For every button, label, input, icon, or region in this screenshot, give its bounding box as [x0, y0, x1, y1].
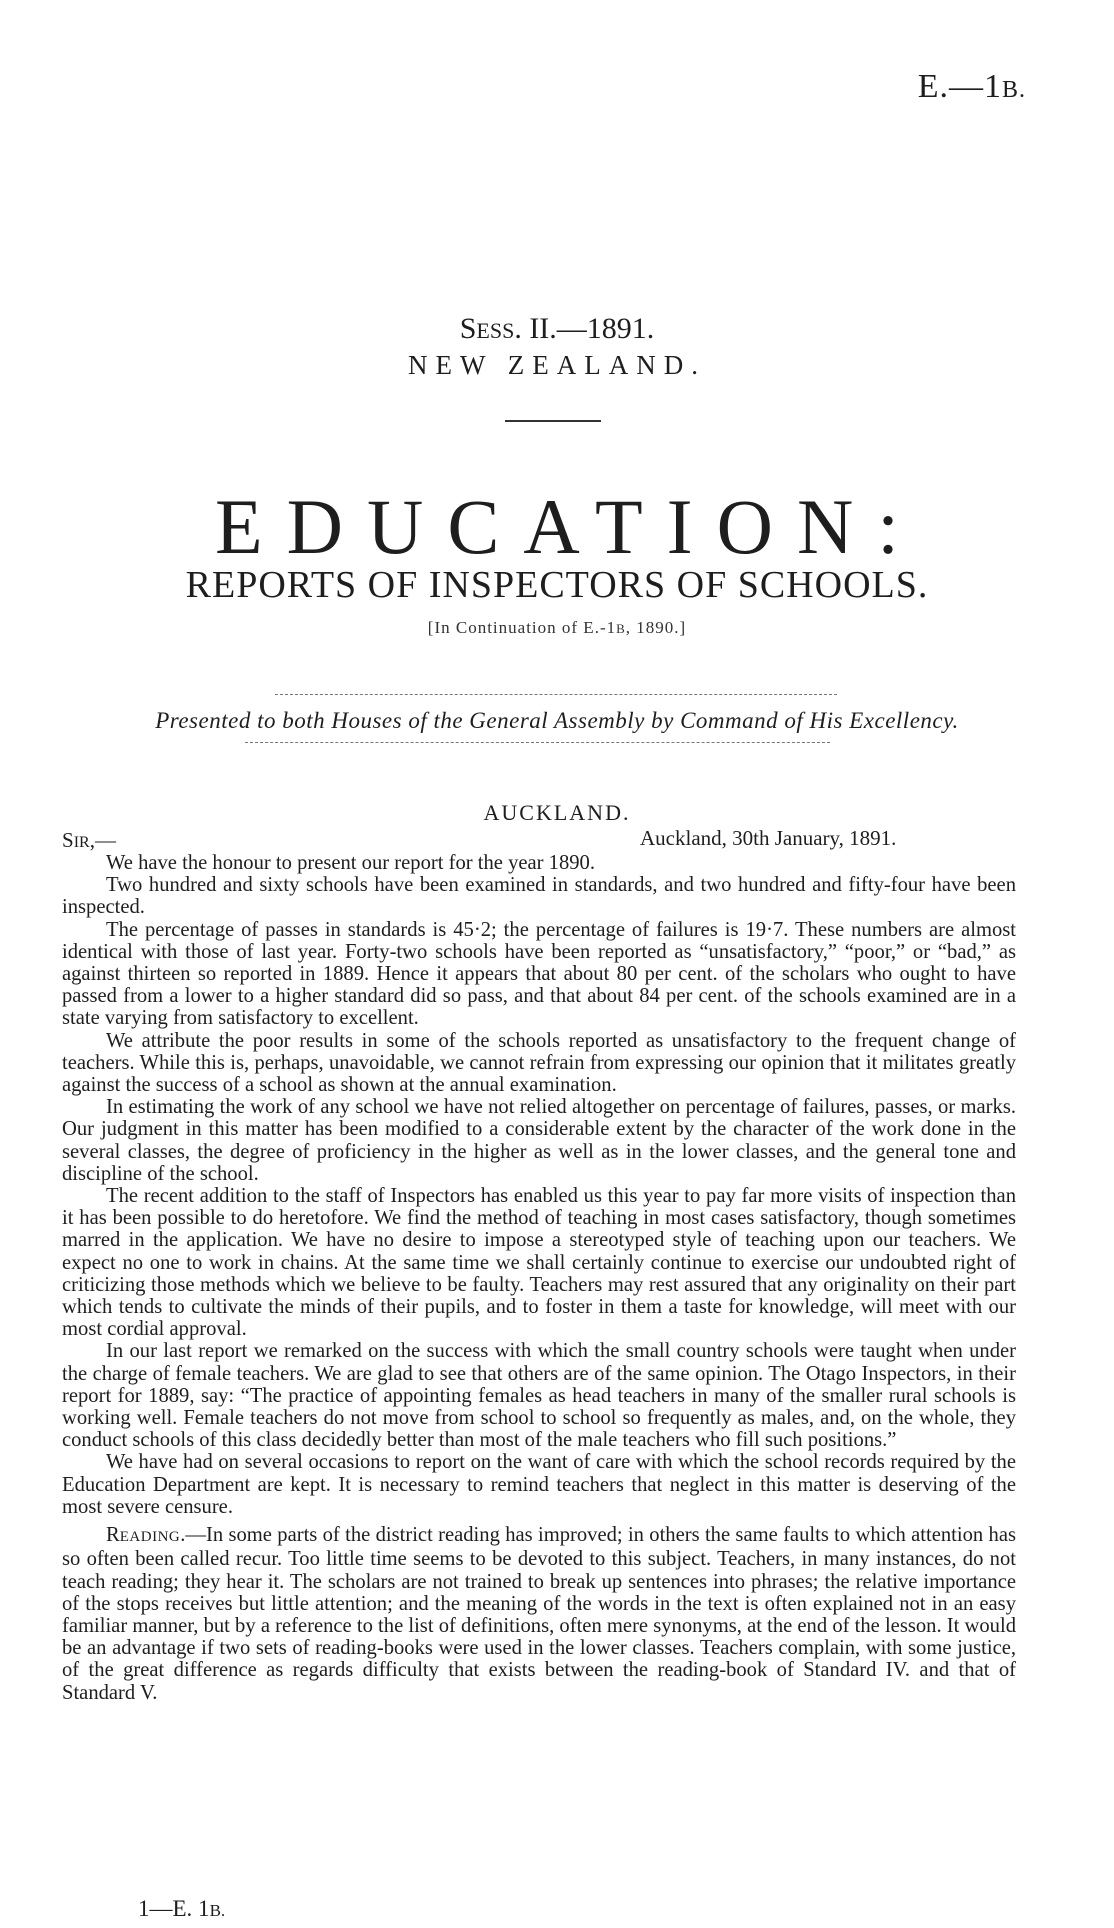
- reading-small-caps: EADING: [119, 1529, 181, 1546]
- paragraph: We have the honour to present our report for the year 1890.: [106, 852, 595, 874]
- dateline: Auckland, 30th January, 1891.: [640, 826, 897, 850]
- paragraph: In estimating the work of any school we have not relied altogether on percentage of failures, passes, or marks. Our judgment in this matter has been modified to a considerable extent by the character of the work done in the several classes, the degree of proficiency in the higher as well as in the lower classes, and the general tone and discipline of the school.: [62, 1096, 1016, 1185]
- page-title: EDUCATION:: [215, 483, 923, 570]
- signature-main: 1—E. 1: [138, 1896, 210, 1921]
- paragraph: The percentage of passes in standards is 45·2; the percentage of failures is 19·7. These numbers are almost identical with those of last year. Forty-two schools have been reported as “unsatisfactory,” “poor,” or “bad,” as against thirteen so reported in 1889. Hence it appears that about 80 per cent. of the scholars who ought to have passed from a lower to a higher standard did so pass, and that about 84 per cent. of the schools examined are in a state varying from satisfactory to excellent.: [62, 918, 1016, 1030]
- signature-small-caps: B.: [209, 1901, 226, 1920]
- paragraph: We have had on several occasions to report on the want of care with which the school records required by the Education Department are kept. It is necessary to remind teachers that neglect in this matter is deserving of the most severe censure.: [62, 1451, 1016, 1518]
- section-heading: AUCKLAND.: [483, 800, 631, 825]
- country-line: NEW ZEALAND.: [408, 350, 706, 380]
- divider-short: [505, 420, 601, 422]
- salutation-prefix: S: [62, 828, 74, 852]
- session-line: [0, 312, 1114, 346]
- paragraph: Two hundred and sixty schools have been examined in standards, and two hundred and fifty-four have been inspected.: [62, 874, 1016, 919]
- page-subtitle: REPORTS OF INSPECTORS OF SCHOOLS.: [185, 564, 929, 606]
- letter-body: [62, 852, 1016, 1704]
- paragraph: In our last report we remarked on the success with which the small country schools were taught when under the charge of female teachers. We are glad to see that others are of the same opinion. The Otago Inspectors, in their report for 1889, say: “The practice of appointing females as head teachers in many of the smaller rural schools is working well. Female teachers do not move from school to school so frequently as males, and, on the whole, they conduct schools of this class decidedly better than most of the male teachers who fill such positions.”: [62, 1340, 1016, 1452]
- presented-line: Presented to both Houses of the General Assembly by Command of His Excellency.: [155, 708, 959, 733]
- document-reference: [918, 68, 1026, 106]
- session-prefix: S: [459, 312, 477, 345]
- reading-prefix: R: [106, 1524, 120, 1547]
- reading-paragraph: [62, 1524, 1016, 1704]
- salutation: [62, 828, 116, 853]
- page-signature: [138, 1896, 225, 1922]
- reading-text: .—In some parts of the district reading has improved; in others the same faults to which attention has so often been called recur. Too little time seems to be devoted to this subject. Teachers, in many instances, do not teach reading; they hear it. The scholars are not trained to break up sentences into phrases; the relative importance of the stops receives but little attention; and the meaning of the words in the text is often explained not in an easy familiar manner, but by a reference to the list of definitions, often mere synonyms, at the end of the lesson. It would be an advantage if two sets of reading-books were used in the lower classes. Teachers complain, with some justice, of the great difference as regards difficulty that exists between the reading-book of Standard IV. and that of Standard V.: [62, 1524, 1016, 1704]
- divider-top-dashed: [275, 694, 837, 695]
- continuation-note: [0, 618, 1114, 638]
- salutation-small-caps: IR: [73, 834, 90, 851]
- divider-bottom-dashed: [245, 742, 830, 743]
- salutation-rest: ,—: [89, 828, 116, 852]
- session-rest: . II.—1891.: [514, 312, 655, 345]
- reference-main: E.—1: [917, 68, 1002, 105]
- reference-small-caps: B.: [1001, 77, 1026, 103]
- paragraph: The recent addition to the staff of Inspectors has enabled us this year to pay far more visits of inspection than it has been possible to do heretofore. We find the method of teaching in most cases satisfactory, though sometimes marred in the application. We have no desire to impose a stereotyped style of teaching upon our teachers. We expect no one to work in chains. At the same time we shall certainly continue to exercise our undoubted right of criticizing those methods which we believe to be faulty. Teachers may rest assured that any originality on their part which tends to cultivate the minds of their pupils, and to foster in them a taste for knowledge, will meet with our most cordial approval.: [62, 1185, 1016, 1341]
- continuation-post: , 1890.]: [625, 618, 687, 637]
- paragraph: We attribute the poor results in some of the schools reported as unsatisfactory to the frequent change of teachers. While this is, perhaps, unavoidable, we cannot refrain from expressing our opinion that it militates greatly against the success of a school as shown at the annual examination.: [62, 1029, 1016, 1097]
- session-small-caps: ESS: [476, 318, 515, 343]
- continuation-small-caps: B: [616, 621, 626, 636]
- continuation-pre: [In Continuation of E.-1: [427, 618, 617, 637]
